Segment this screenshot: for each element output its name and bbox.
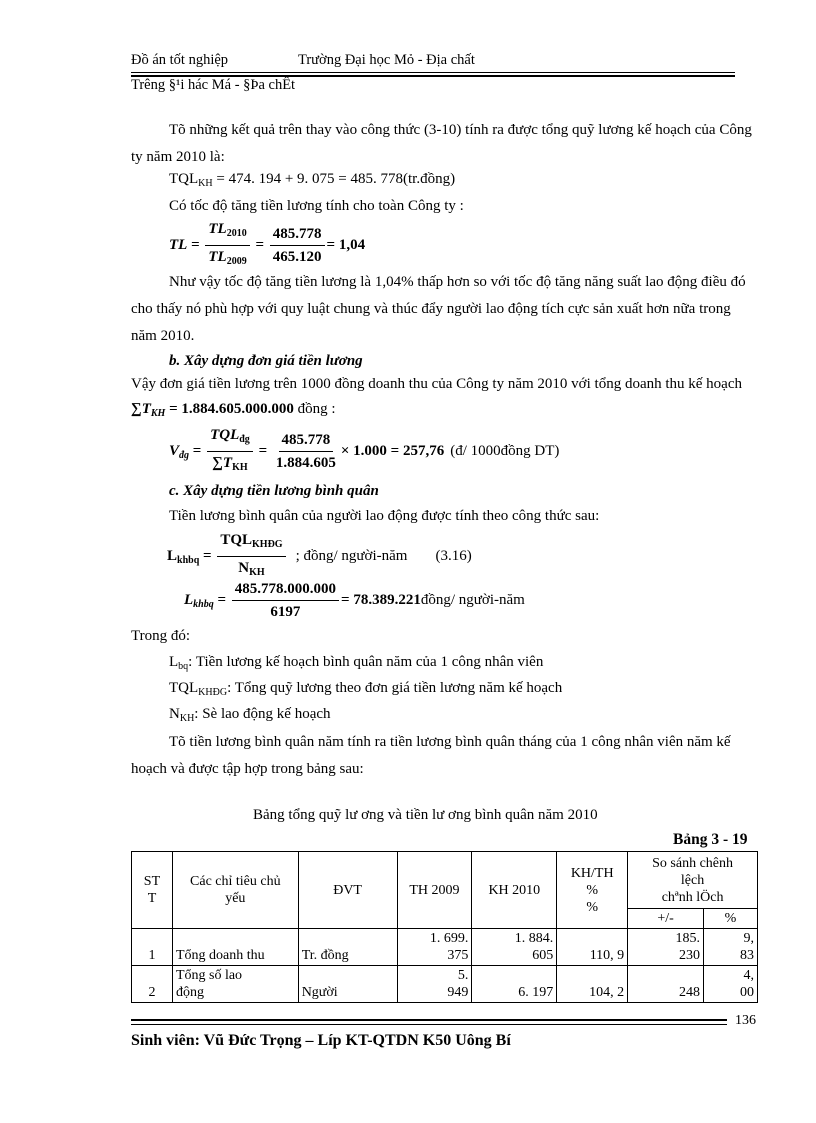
definition-lbq bbox=[169, 654, 543, 672]
eq2-lhs-sub: đg bbox=[179, 449, 190, 461]
def2-var: TQL bbox=[169, 680, 199, 696]
eq3-lhs-sub: khbq bbox=[177, 554, 200, 566]
row1-indicator: Tổng doanh thu bbox=[172, 929, 298, 966]
row2-stt: 2 bbox=[132, 966, 173, 1003]
eq1-lhs: TL bbox=[169, 237, 188, 253]
tql-line bbox=[169, 171, 455, 189]
equation-unit-price: $V_{đg}$ = $\frac{TQL_{đg}}{\sum T_{KH}}$ = $\frac{485.778}{1.884.605}$ × 1.000 = 257,76 (đ/ 1000đồng DT) bbox=[169, 426, 559, 477]
eq4-frac bbox=[232, 580, 339, 621]
header-center: Trường Đại học Mỏ - Địa chất bbox=[298, 52, 475, 68]
row2-ratio: 104, 2 bbox=[557, 966, 628, 1003]
row1-unit: Tr. đồng bbox=[298, 929, 397, 966]
row1-th-2: 375 bbox=[447, 948, 469, 963]
header-garbled: Trêng §¹i hác Má - §Þa chÊt bbox=[131, 77, 296, 93]
eq2-num-sub: đg bbox=[239, 434, 250, 445]
header-ratio-3: % bbox=[586, 899, 599, 915]
salary-table bbox=[131, 851, 758, 1003]
eq3-ref: (3.16) bbox=[435, 548, 472, 564]
def2-sub: KHĐG bbox=[198, 687, 228, 698]
header-indicator-2: yếu bbox=[225, 891, 246, 906]
row2-indicator-2: động bbox=[175, 985, 204, 1000]
eq2-den-var: ∑T bbox=[212, 455, 233, 471]
eq1-den-var: TL bbox=[208, 249, 227, 265]
eq1-den-val: 465.120 bbox=[272, 249, 322, 265]
def1-text: : Tiền lương kế hoạch bình quân năm của 1 công nhân viên bbox=[188, 654, 544, 670]
eq2-num-var: TQL bbox=[210, 427, 240, 443]
header-ratio-2: % bbox=[586, 882, 599, 898]
header-compare-1: So sánh chênh bbox=[652, 855, 734, 871]
eq2-lhs bbox=[169, 443, 189, 461]
eq4-lhs bbox=[184, 592, 214, 610]
eq1-num-var: TL bbox=[208, 221, 227, 237]
p4-sum bbox=[131, 401, 165, 417]
row2-diff: 248 bbox=[628, 966, 704, 1003]
where-label: Trong đó: bbox=[131, 628, 191, 644]
header-unit: ĐVT bbox=[298, 852, 397, 929]
header-indicator-1: Các chỉ tiêu chủ bbox=[190, 874, 281, 889]
eq1-frac-vars bbox=[205, 220, 249, 271]
row2-pct bbox=[704, 966, 758, 1003]
eq2-unit: (đ/ 1000đồng DT) bbox=[450, 443, 560, 459]
row1-th2009 bbox=[397, 929, 472, 966]
table-header-row bbox=[132, 852, 758, 909]
header-kh2010: KH 2010 bbox=[472, 852, 557, 929]
header-left: Đồ án tốt nghiệp bbox=[131, 52, 229, 68]
header-compare-3: chªnh lÖch bbox=[661, 889, 724, 905]
def3-text: : Sè lao động kế hoạch bbox=[194, 706, 331, 722]
footer-student: Sinh viên: Vũ Đức Trọng – Líp KT-QTDN K50 Uông Bí bbox=[131, 1032, 511, 1049]
paragraph-4 bbox=[131, 372, 757, 426]
eq1-num-val: 485.778 bbox=[270, 225, 325, 246]
eq4-num-val: 485.778.000.000 bbox=[232, 580, 339, 601]
eq4-lhs-sub: khbq bbox=[193, 598, 214, 610]
row2-kh2010: 6. 197 bbox=[472, 966, 557, 1003]
header-pct: % bbox=[704, 909, 758, 929]
row1-th-1: 1. 699. bbox=[429, 931, 469, 946]
row1-stt: 1 bbox=[132, 929, 173, 966]
eq3-den-var: N bbox=[238, 560, 250, 576]
row2-th-2: 949 bbox=[447, 985, 469, 1000]
paragraph-5: Tiền lương bình quân của người lao động được tính theo công thức sau: bbox=[169, 508, 600, 524]
definition-nkh bbox=[169, 706, 331, 724]
p4-value: = 1.884.605.000.000 bbox=[165, 401, 294, 417]
row2-unit: Người bbox=[298, 966, 397, 1003]
table-row bbox=[132, 966, 758, 1003]
eq2-lhs-var: V bbox=[169, 442, 180, 459]
header-stt-1: ST bbox=[143, 874, 161, 889]
eq3-num-var: TQL bbox=[220, 532, 253, 548]
paragraph-1: Tõ những kết quả trên thay vào công thức (3-10) tính ra được tổng quỹ lương kế hoạch của Công ty năm 2010 là: bbox=[131, 122, 752, 165]
heading-b: b. Xây dựng đơn giá tiền lương bbox=[169, 353, 363, 369]
header-ratio-1: KH/TH bbox=[570, 865, 614, 881]
row1-diff-1: 185. bbox=[675, 931, 701, 946]
eq1-frac-values bbox=[270, 225, 325, 266]
p4-unit: đồng : bbox=[293, 401, 336, 417]
header-compare-2: lệch bbox=[680, 872, 705, 888]
eq4-den-val: 6197 bbox=[270, 604, 301, 620]
p4-text: Vậy đơn giá tiền lương trên 1000 đồng doanh thu của Công ty năm 2010 với tổng doanh thu kế hoạch bbox=[131, 376, 742, 392]
paragraph-3: Như vậy tốc độ tăng tiền lương là 1,04% thấp hơn so với tốc độ tăng năng suất lao động điều đó cho thấy nó phù hợp với quy luật chung và thúc đẩy người lao động tích cực sản xuất hơn nữa trong năm 2010. bbox=[131, 274, 746, 344]
header-compare bbox=[628, 852, 758, 909]
row1-ratio: 110, 9 bbox=[557, 929, 628, 966]
eq3-lhs bbox=[167, 548, 199, 566]
p4-sum-symbol: ∑T bbox=[131, 401, 151, 417]
eq4-lhs-var: L bbox=[184, 591, 194, 608]
row1-kh-2: 605 bbox=[532, 948, 554, 963]
row1-diff bbox=[628, 929, 704, 966]
eq3-den-sub: KH bbox=[249, 567, 265, 578]
header-ratio bbox=[557, 852, 628, 929]
tql-label: TQL bbox=[169, 171, 199, 187]
eq2-den-val: 1.884.605 bbox=[275, 455, 336, 471]
row1-pct-1: 9, bbox=[743, 931, 754, 946]
header-rule bbox=[131, 72, 735, 73]
row2-pct-1: 4, bbox=[743, 968, 754, 983]
def1-var: L bbox=[169, 654, 179, 670]
table-caption: Bảng tổng quỹ lư ơng và tiền lư ơng bình quân năm 2010 bbox=[253, 807, 598, 823]
header-diff: +/- bbox=[628, 909, 704, 929]
eq3-unit: ; đồng/ người-năm bbox=[295, 548, 408, 564]
eq3-lhs-var: L bbox=[167, 547, 178, 564]
table-number: Bảng 3 - 19 bbox=[673, 831, 748, 848]
equation-growth: TL = $\frac{TL_{2010}}{TL_{2009}}$ = $\frac{485.778}{465.120}$ = 1,04 bbox=[169, 220, 365, 271]
tql-sub: KH bbox=[198, 178, 213, 189]
def1-sub: bq bbox=[178, 661, 189, 672]
row2-th-1: 5. bbox=[457, 968, 469, 983]
equation-avg-formula: $L_{khbq}$ = $\frac{TQL_{KHĐG}}{N_{KH}}$ ; đồng/ người-năm (3.16) bbox=[167, 531, 472, 582]
header-stt bbox=[132, 852, 173, 929]
eq2-frac-vars bbox=[207, 426, 253, 477]
paragraph-2: Có tốc độ tăng tiền lương tính cho toàn Công ty : bbox=[169, 198, 464, 214]
row2-th2009 bbox=[397, 966, 472, 1003]
row1-pct bbox=[704, 929, 758, 966]
row1-kh2010 bbox=[472, 929, 557, 966]
eq2-result: × 1.000 = 257,76 bbox=[340, 443, 445, 459]
def3-sub: KH bbox=[179, 713, 195, 724]
heading-c: c. Xây dựng tiền lương bình quân bbox=[169, 483, 379, 499]
header-indicator bbox=[172, 852, 298, 929]
eq1-den-sub: 2009 bbox=[226, 256, 247, 267]
definition-tql bbox=[169, 680, 562, 698]
footer-rule-thick bbox=[131, 1019, 727, 1021]
p4-sum-sub: KH bbox=[150, 408, 166, 419]
row2-indicator-1: Tổng số lao bbox=[175, 968, 243, 983]
def3-var: N bbox=[169, 706, 180, 722]
eq4-unit: đồng/ người-năm bbox=[420, 592, 525, 608]
row1-kh-1: 1. 884. bbox=[514, 931, 554, 946]
eq2-num-val: 485.778 bbox=[279, 431, 334, 452]
row1-diff-2: 230 bbox=[679, 948, 701, 963]
row2-pct-2: 00 bbox=[740, 985, 754, 1000]
eq4-result: = 78.389.221 bbox=[341, 592, 421, 608]
header-th2009: TH 2009 bbox=[397, 852, 472, 929]
eq3-num-sub: KHĐG bbox=[252, 539, 283, 550]
eq1-num-sub: 2010 bbox=[226, 228, 247, 239]
header-stt-2: T bbox=[147, 891, 157, 906]
paragraph-6: Tõ tiền lương bình quân năm tính ra tiền lương bình quân tháng của 1 công nhân viên năm kế hoạch và được tập hợp trong bảng sau: bbox=[131, 734, 731, 777]
footer-rule bbox=[131, 1024, 727, 1025]
eq2-den-sub: KH bbox=[232, 462, 248, 473]
table-row bbox=[132, 929, 758, 966]
page-number: 136 bbox=[735, 1013, 756, 1028]
eq1-result: = 1,04 bbox=[326, 237, 366, 253]
def2-text: : Tổng quỹ lương theo đơn giá tiền lương năm kế hoạch bbox=[227, 680, 563, 696]
equation-avg-value: $L_{khbq}$ = $\frac{485.778.000.000}{6197}$ = 78.389.221 đồng/ người-năm bbox=[184, 581, 525, 620]
eq2-frac-values bbox=[273, 431, 339, 472]
tql-equation: = 474. 194 + 9. 075 = 485. 778(tr.đồng) bbox=[212, 171, 456, 187]
eq3-frac bbox=[217, 531, 285, 582]
row1-pct-2: 83 bbox=[740, 948, 754, 963]
row2-indicator bbox=[172, 966, 298, 1003]
